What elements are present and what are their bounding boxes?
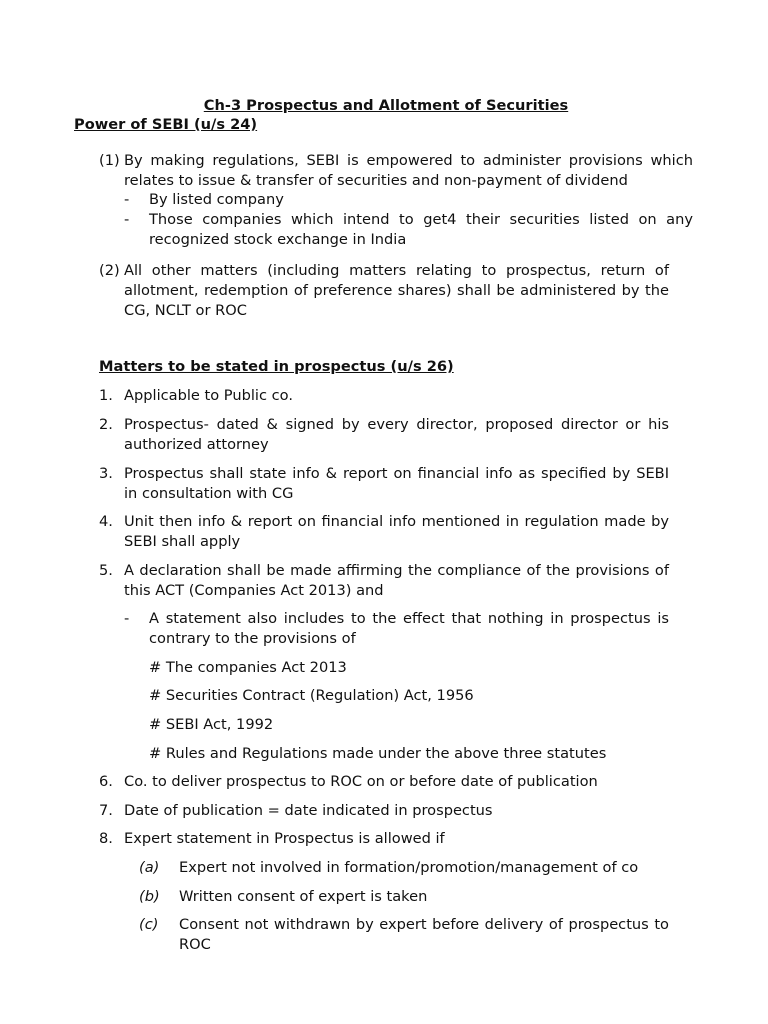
sub-list-marker: - <box>124 610 130 627</box>
list-item-text: Date of publication = date indicated in prospectus <box>124 802 493 819</box>
statute-line: # Securities Contract (Regulation) Act, 1956 <box>149 687 474 704</box>
list-marker: (1) <box>99 152 120 169</box>
statute-line: # Rules and Regulations made under the above three statutes <box>149 745 607 762</box>
list-item-text: Co. to deliver prospectus to ROC on or before date of publication <box>124 773 598 790</box>
list-item-text: Unit then info & report on financial info mentioned in regulation made by SEBI shall apply <box>124 513 669 550</box>
list-item-text: By making regulations, SEBI is empowered to administer provisions which relates to issue & transfer of securities and non-payment of dividend <box>124 152 693 189</box>
condition-marker: (a) <box>139 859 160 876</box>
list-marker: 8. <box>99 830 113 847</box>
sub-list-marker: - <box>124 191 130 208</box>
sub-list-item-text: Those companies which intend to get4 their securities listed on any recognized stock exchange in India <box>149 211 693 248</box>
list-item-text: Expert statement in Prospectus is allowed if <box>124 830 445 847</box>
list-marker: 6. <box>99 773 113 790</box>
list-item-text: All other matters (including matters relating to prospectus, return of allotment, redemption of preference shares) shall be administered by the CG, NCLT or ROC <box>124 262 669 319</box>
list-item-text: Prospectus shall state info & report on financial info as specified by SEBI in consultation with CG <box>124 465 669 502</box>
sub-list-item-text: By listed company <box>149 191 284 208</box>
list-item-text: A declaration shall be made affirming the compliance of the provisions of this ACT (Companies Act 2013) and <box>124 562 669 599</box>
condition-marker: (c) <box>139 916 159 933</box>
list-item-text: Applicable to Public co. <box>124 387 293 404</box>
page-title: Ch-3 Prospectus and Allotment of Securities <box>203 97 569 114</box>
statute-line: # SEBI Act, 1992 <box>149 716 274 733</box>
list-marker: 2. <box>99 416 113 433</box>
sub-list-item-text: A statement also includes to the effect that nothing in prospectus is contrary to the provisions of <box>149 610 669 647</box>
statute-line: # The companies Act 2013 <box>149 659 347 676</box>
section-heading-power-of-sebi: Power of SEBI (u/s 24) <box>74 116 258 133</box>
list-marker: 3. <box>99 465 113 482</box>
list-item-text: Prospectus- dated & signed by every director, proposed director or his authorized attorney <box>124 416 669 453</box>
list-marker: (2) <box>99 262 120 279</box>
condition-text: Expert not involved in formation/promotion/management of co <box>179 859 639 876</box>
section-heading-matters-in-prospectus: Matters to be stated in prospectus (u/s 26) <box>99 358 454 375</box>
condition-marker: (b) <box>139 888 160 905</box>
list-marker: 4. <box>99 513 113 530</box>
list-marker: 5. <box>99 562 113 579</box>
condition-text: Consent not withdrawn by expert before delivery of prospectus to ROC <box>179 916 669 953</box>
list-marker: 7. <box>99 802 113 819</box>
condition-text: Written consent of expert is taken <box>179 888 428 905</box>
sub-list-marker: - <box>124 211 130 228</box>
list-marker: 1. <box>99 387 113 404</box>
